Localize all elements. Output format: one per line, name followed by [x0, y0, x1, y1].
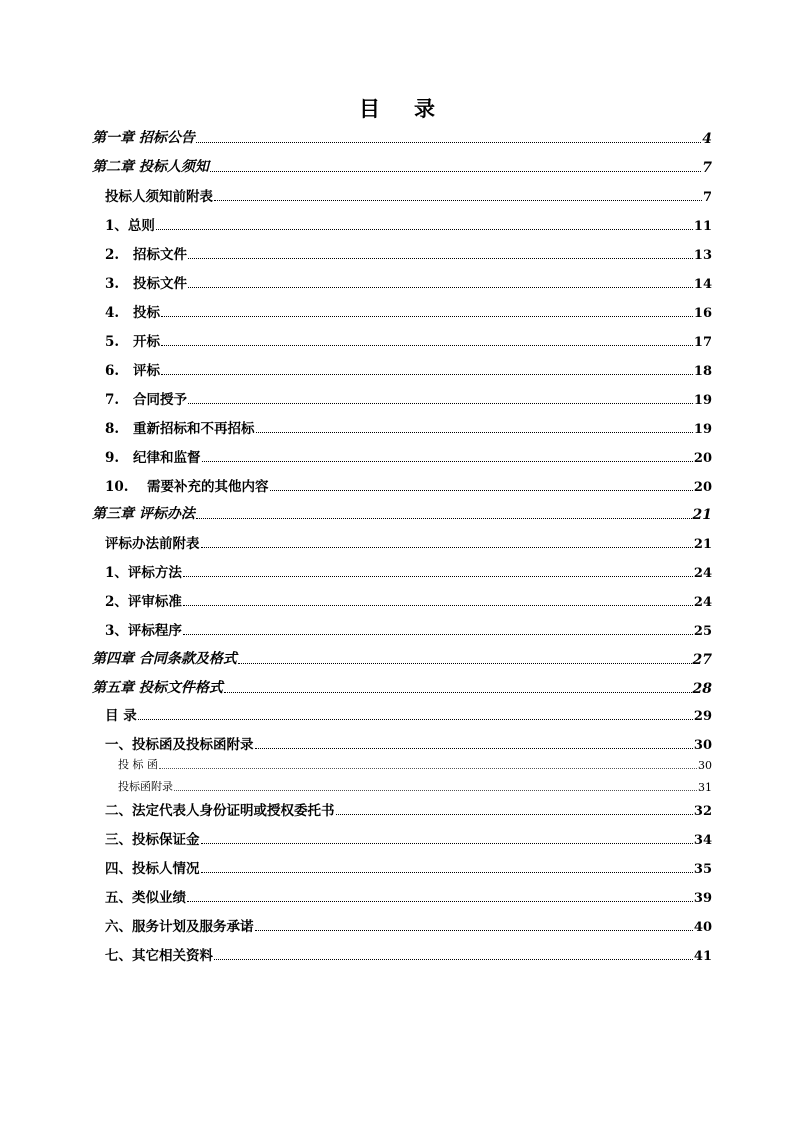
- toc-entry-text: 目 录: [105, 708, 137, 724]
- toc-entry-text: 评标办法前附表: [105, 536, 200, 552]
- toc-entry-number: 5.: [105, 334, 120, 350]
- toc-entry-label: [105, 619, 182, 639]
- dot-leader: [188, 287, 693, 288]
- toc-entry-number: 8.: [105, 421, 120, 437]
- toc-entry-text: 第一章 招标公告: [92, 130, 195, 146]
- toc-entry[interactable]: [105, 272, 712, 292]
- toc-entry[interactable]: [105, 214, 712, 234]
- toc-entry-text: 合同授予: [133, 392, 187, 408]
- toc-entry[interactable]: [105, 828, 712, 848]
- toc-page-number: 34: [693, 833, 712, 848]
- toc-entry-label: [105, 243, 187, 263]
- toc-entry-label: [105, 590, 182, 610]
- toc-entry-label: [118, 778, 173, 794]
- toc-entry[interactable]: [92, 156, 712, 176]
- dot-leader: [214, 959, 693, 960]
- toc-entry[interactable]: [105, 301, 712, 321]
- dot-leader: [188, 258, 693, 259]
- dot-leader: [174, 790, 697, 791]
- toc-page-number: 30: [698, 759, 712, 772]
- toc-entry-label: [105, 214, 155, 234]
- toc-entry[interactable]: [105, 944, 712, 964]
- dot-leader: [161, 374, 693, 375]
- toc-page-number: 17: [693, 335, 712, 350]
- dot-leader: [196, 142, 701, 143]
- toc-entry-label: [118, 756, 158, 772]
- toc-entry-label: [105, 828, 200, 848]
- toc-entry-text: 四、投标人情况: [105, 861, 200, 877]
- dot-leader: [201, 843, 693, 844]
- toc-entry-text: 五、类似业绩: [105, 890, 186, 906]
- toc-page-number: 21: [692, 507, 712, 523]
- toc-page-number: 13: [693, 248, 712, 263]
- toc-entry-number: 6.: [105, 363, 120, 379]
- toc-entry-label: [92, 127, 195, 147]
- toc-entry-number: 3.: [105, 276, 120, 292]
- toc-entry[interactable]: [105, 359, 712, 379]
- toc-page-number: 7: [702, 190, 712, 205]
- toc-page-number: 35: [693, 862, 712, 877]
- toc-entry-label: [105, 704, 137, 724]
- toc-page-number: 29: [693, 709, 712, 724]
- toc-entry-text: 评标: [133, 363, 160, 379]
- toc-page-number: 24: [693, 595, 712, 610]
- toc-page-number: 20: [693, 480, 712, 495]
- toc-entry-text: 二、法定代表人身份证明或授权委托书: [105, 803, 335, 819]
- toc-page-number: 27: [692, 652, 712, 668]
- dot-leader: [210, 171, 701, 172]
- toc-entry-number: 7.: [105, 392, 120, 408]
- toc-page-number: 39: [693, 891, 712, 906]
- toc-entry-label: [105, 359, 160, 379]
- dot-leader: [183, 605, 693, 606]
- toc-entry-text: 1、评标方法: [105, 565, 182, 581]
- dot-leader: [201, 872, 693, 873]
- dot-leader: [196, 518, 692, 519]
- dot-leader: [183, 634, 693, 635]
- toc-entry-text: 投标文件: [133, 276, 187, 292]
- toc-entry-label: [105, 944, 213, 964]
- toc-entry-label: [105, 388, 187, 408]
- dot-leader: [336, 814, 693, 815]
- dot-leader: [201, 547, 693, 548]
- toc-page-number: 28: [692, 681, 712, 697]
- toc-entry-label: [92, 156, 209, 176]
- toc-entry[interactable]: [105, 475, 712, 495]
- toc-page-number: 40: [693, 920, 712, 935]
- toc-entry-number: 2.: [105, 247, 120, 263]
- dot-leader: [238, 663, 692, 664]
- toc-entry[interactable]: [105, 330, 712, 350]
- toc-page-number: 11: [693, 219, 712, 234]
- toc-page-number: 24: [693, 566, 712, 581]
- dot-leader: [255, 748, 693, 749]
- toc-entry-text: 重新招标和不再招标: [133, 421, 255, 437]
- toc-entry-label: [92, 648, 237, 668]
- toc-entry-text: 三、投标保证金: [105, 832, 200, 848]
- dot-leader: [224, 692, 692, 693]
- toc-entry-text: 1、总则: [105, 218, 155, 234]
- dot-leader: [214, 200, 702, 201]
- toc-entry-text: 一、投标函及投标函附录: [105, 737, 254, 753]
- dot-leader: [161, 316, 693, 317]
- toc-entry-label: [105, 301, 160, 321]
- toc-entry[interactable]: [105, 446, 712, 466]
- toc-entry-text: 第五章 投标文件格式: [92, 680, 223, 696]
- toc-entry-text: 投标函附录: [118, 780, 173, 793]
- toc-page-number: 31: [698, 781, 712, 794]
- dot-leader: [159, 768, 697, 769]
- dot-leader: [270, 490, 693, 491]
- toc-entry[interactable]: [92, 677, 712, 697]
- toc-entry-label: [105, 915, 254, 935]
- toc-page-number: 21: [693, 537, 712, 552]
- title-char-2: 录: [414, 96, 435, 121]
- toc-page-number: 41: [693, 949, 712, 964]
- toc-entry[interactable]: [105, 733, 712, 753]
- toc-entry-text: 开标: [133, 334, 160, 350]
- toc-entry-text: 招标文件: [133, 247, 187, 263]
- toc-entry-label: [105, 886, 186, 906]
- toc-entry-text: 3、评标程序: [105, 623, 182, 639]
- toc-entry[interactable]: [105, 857, 712, 877]
- toc-page-number: 32: [693, 804, 712, 819]
- toc-entry-text: 第二章 投标人须知: [92, 159, 209, 175]
- toc-page-number: 18: [693, 364, 712, 379]
- dot-leader: [187, 901, 693, 902]
- toc-entry[interactable]: [105, 915, 712, 935]
- toc-page-number: 30: [693, 738, 712, 753]
- toc-entry-text: 第四章 合同条款及格式: [92, 651, 237, 667]
- toc-entry-text: 纪律和监督: [133, 450, 201, 466]
- toc-entry-label: [105, 417, 255, 437]
- toc-entry-text: 投标人须知前附表: [105, 189, 213, 205]
- toc-entry-text: 六、服务计划及服务承诺: [105, 919, 254, 935]
- toc-entry-label: [105, 475, 269, 495]
- toc-entry[interactable]: [105, 185, 712, 205]
- toc-entry-label: [105, 272, 187, 292]
- toc-entry-text: 投标: [133, 305, 160, 321]
- toc-entry-text: 七、其它相关资料: [105, 948, 213, 964]
- toc-page-number: 19: [693, 422, 712, 437]
- dot-leader: [161, 345, 693, 346]
- toc-entry-text: 2、评审标准: [105, 594, 182, 610]
- toc-entry-label: [105, 561, 182, 581]
- toc-entry-number: 10.: [105, 479, 129, 495]
- toc-entry-text: 投 标 函: [118, 758, 158, 771]
- toc-entry-label: [92, 677, 223, 697]
- toc-page-number: 7: [702, 160, 712, 176]
- toc-entry[interactable]: [105, 532, 712, 552]
- toc-entry-text: 第三章 评标办法: [92, 506, 195, 522]
- toc-entry[interactable]: [105, 886, 712, 906]
- toc-entry[interactable]: [105, 704, 712, 724]
- toc-entry-label: [105, 857, 200, 877]
- dot-leader: [255, 930, 693, 931]
- toc-entry[interactable]: [92, 127, 712, 147]
- toc-entry-label: [105, 185, 213, 205]
- toc-page-number: 25: [693, 624, 712, 639]
- title-char-1: 目: [359, 96, 380, 121]
- toc-entry-label: [105, 330, 160, 350]
- toc-entry[interactable]: [105, 417, 712, 437]
- toc-page-number: 14: [693, 277, 712, 292]
- toc-page-number: 4: [702, 131, 712, 147]
- toc-entry-text: 需要补充的其他内容: [147, 479, 269, 495]
- toc-entry[interactable]: [105, 590, 712, 610]
- toc-entry[interactable]: [118, 752, 712, 772]
- toc-entry[interactable]: [105, 243, 712, 263]
- dot-leader: [202, 461, 693, 462]
- toc-entry[interactable]: [105, 619, 712, 639]
- toc-entry-label: [105, 446, 201, 466]
- toc-entry[interactable]: [105, 561, 712, 581]
- toc-entry-label: [92, 503, 195, 523]
- toc-page-number: 19: [693, 393, 712, 408]
- toc-page-number: 16: [693, 306, 712, 321]
- toc-entry[interactable]: [118, 774, 712, 794]
- toc-entry[interactable]: [92, 503, 712, 523]
- toc-entry[interactable]: [105, 388, 712, 408]
- toc-entry-label: [105, 799, 335, 819]
- dot-leader: [156, 229, 693, 230]
- dot-leader: [256, 432, 693, 433]
- toc-entry-label: [105, 532, 200, 552]
- toc-entry-number: 4.: [105, 305, 120, 321]
- page-title: [0, 93, 794, 123]
- dot-leader: [183, 576, 693, 577]
- toc-entry-number: 9.: [105, 450, 120, 466]
- toc-entry[interactable]: [105, 799, 712, 819]
- toc-entry[interactable]: [92, 648, 712, 668]
- toc-page-number: 20: [693, 451, 712, 466]
- dot-leader: [138, 719, 693, 720]
- toc-entry-label: [105, 733, 254, 753]
- dot-leader: [188, 403, 693, 404]
